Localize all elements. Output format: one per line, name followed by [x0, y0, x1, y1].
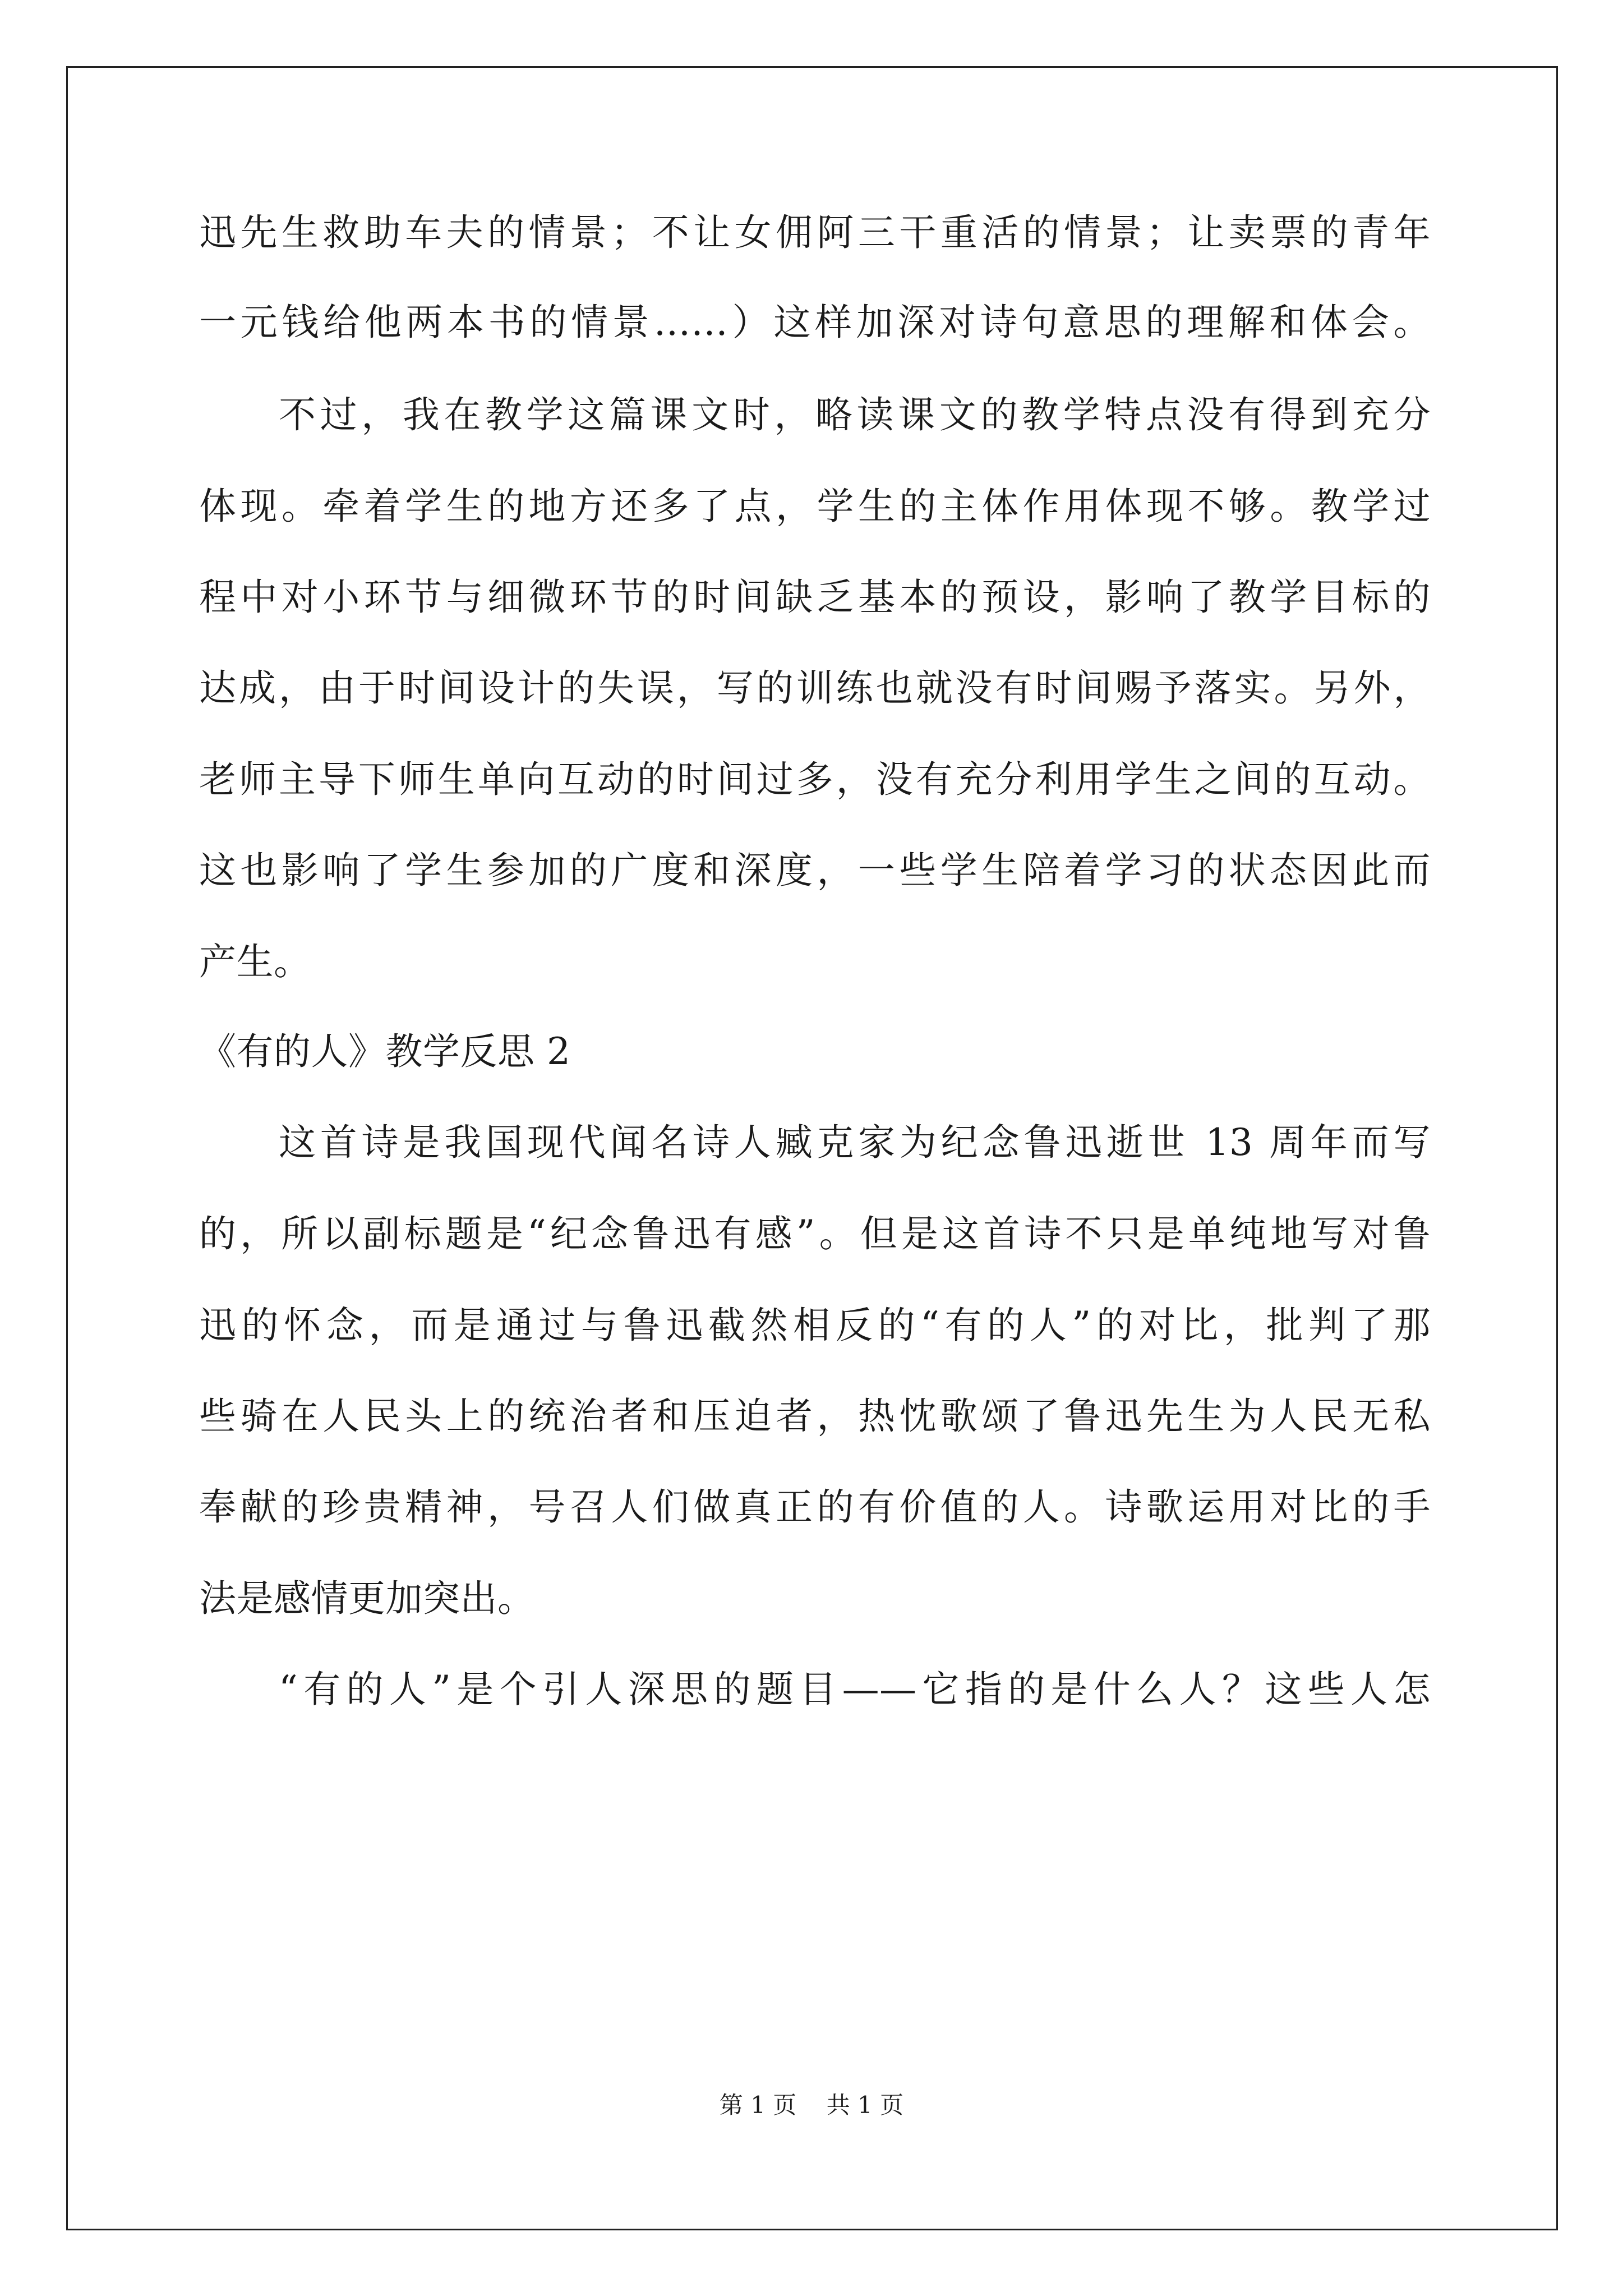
text-line: 程中对小环节与细微环节的时间缺乏基本的预设，影响了教学目标的	[199, 576, 1431, 619]
text-line: 这也影响了学生参加的广度和深度，一些学生陪着学习的状态因此而	[199, 849, 1431, 892]
text-line: 一元钱给他两本书的情景……）这样加深对诗句意思的理解和体会。	[199, 301, 1431, 344]
text-line: 法是感情更加突出。	[199, 1577, 535, 1620]
text-line: 迅先生救助车夫的情景；不让女佣阿三干重活的情景；让卖票的青年	[199, 211, 1431, 254]
section-heading: 《有的人》教学反思 2	[199, 1030, 571, 1073]
paragraph-start-line: 这首诗是我国现代闻名诗人臧克家为纪念鲁迅逝世 13 周年而写	[279, 1121, 1431, 1164]
paragraph-start-line: 不过，我在教学这篇课文时，略读课文的教学特点没有得到充分	[279, 393, 1431, 436]
text-line: 达成，由于时间设计的失误，写的训练也就没有时间赐予落实。另外，	[199, 666, 1431, 710]
text-line: 产生。	[199, 940, 311, 983]
page-total: 共 1 页	[826, 2091, 904, 2119]
text-line: 体现。牵着学生的地方还多了点，学生的主体作用体现不够。教学过	[199, 485, 1431, 528]
paragraph-start-line: “有的人”是个引人深思的题目——它指的是什么人？这些人怎	[279, 1668, 1431, 1711]
text-line: 奉献的珍贵精神，号召人们做真正的有价值的人。诗歌运用对比的手	[199, 1485, 1431, 1529]
text-line: 老师主导下师生单向互动的时间过多，没有充分利用学生之间的互动。	[199, 758, 1431, 801]
text-line: 迅的怀念，而是通过与鲁迅截然相反的“有的人”的对比，批判了那	[199, 1304, 1431, 1347]
text-line: 的，所以副标题是“纪念鲁迅有感”。但是这首诗不只是单纯地写对鲁	[199, 1212, 1431, 1255]
text-line: 些骑在人民头上的统治者和压迫者，热忱歌颂了鲁迅先生为人民无私	[199, 1395, 1431, 1438]
page-number: 第 1 页	[719, 2091, 797, 2119]
page-footer	[0, 2090, 1623, 2121]
